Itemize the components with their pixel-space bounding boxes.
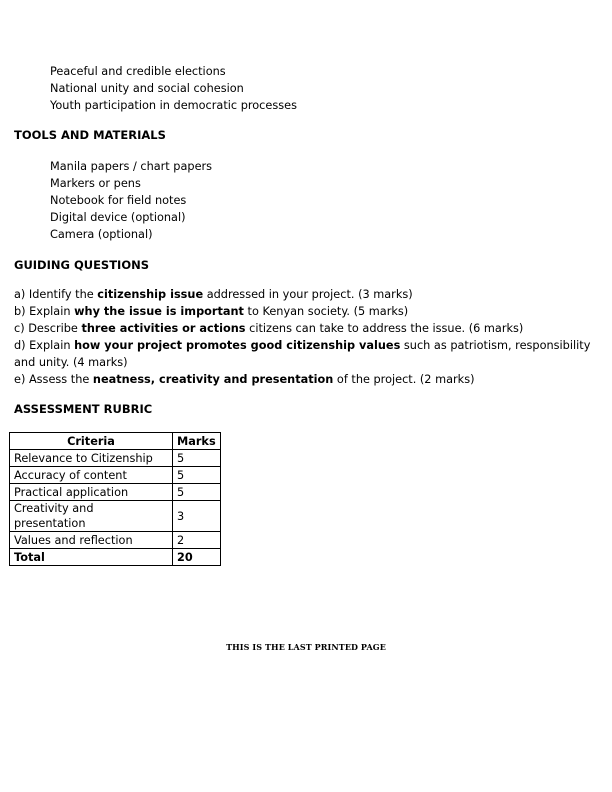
marks-cell: 3 xyxy=(173,501,221,532)
question xyxy=(14,320,594,337)
marks-cell: 5 xyxy=(173,484,221,501)
marks-cell: 5 xyxy=(173,450,221,467)
question-text: addressed in your project. (3 marks) xyxy=(203,288,413,301)
question-emphasis: citizenship issue xyxy=(97,288,204,301)
guiding-questions-heading: GUIDING QUESTIONS xyxy=(14,258,150,272)
assessment-rubric-table xyxy=(9,432,221,566)
total-label: Total xyxy=(10,549,173,566)
tools-heading: TOOLS AND MATERIALS xyxy=(14,128,166,142)
question-emphasis: three activities or actions xyxy=(81,322,246,335)
marks-cell: 2 xyxy=(173,532,221,549)
list-item-text: Camera (optional) xyxy=(50,228,153,241)
last-printed-page-notice: THIS IS THE LAST PRINTED PAGE xyxy=(226,642,386,652)
criteria-cell: Relevance to Citizenship xyxy=(10,450,173,467)
list-item-text: Peaceful and credible elections xyxy=(50,65,226,78)
question-emphasis: neatness, creativity and presentation xyxy=(92,373,334,386)
list-item-text: Youth participation in democratic processes xyxy=(50,99,297,112)
criteria-cell: Practical application xyxy=(10,484,173,501)
question-text: a) Identify the xyxy=(14,288,98,301)
question xyxy=(14,303,594,320)
table-header-row xyxy=(10,433,221,450)
question-text: of the project. (2 marks) xyxy=(333,373,475,386)
question xyxy=(14,286,594,303)
table-row xyxy=(10,532,221,549)
question-text: citizens can take to address the issue. (6 marks) xyxy=(245,322,524,335)
question-text: d) Explain xyxy=(14,339,75,352)
question-text: b) Explain xyxy=(14,305,75,318)
table-row xyxy=(10,484,221,501)
table-row xyxy=(10,501,221,532)
list-item-text: Manila papers / chart papers xyxy=(50,160,213,173)
question-emphasis: why the issue is important xyxy=(74,305,244,318)
list-item-text: Digital device (optional) xyxy=(50,211,186,224)
table-row xyxy=(10,467,221,484)
question xyxy=(14,337,594,371)
criteria-cell: Creativity and presentation xyxy=(10,501,173,532)
question xyxy=(14,371,594,388)
question-text: such as patriotism, responsibility and unity. (4 marks) xyxy=(14,339,591,369)
list-item-text: Notebook for field notes xyxy=(50,194,187,207)
list-item-text: Markers or pens xyxy=(50,177,141,190)
list-item-text: National unity and social cohesion xyxy=(50,82,244,95)
criteria-cell: Values and reflection xyxy=(10,532,173,549)
marks-cell: 5 xyxy=(173,467,221,484)
criteria-header: Criteria xyxy=(10,433,173,450)
guiding-questions xyxy=(14,286,594,388)
marks-header: Marks xyxy=(173,433,221,450)
question-text: c) Describe xyxy=(14,322,82,335)
table-row xyxy=(10,450,221,467)
total-marks: 20 xyxy=(173,549,221,566)
question-emphasis: how your project promotes good citizenship values xyxy=(74,339,401,352)
question-text: e) Assess the xyxy=(14,373,93,386)
total-row xyxy=(10,549,221,566)
criteria-cell: Accuracy of content xyxy=(10,467,173,484)
question-text: to Kenyan society. (5 marks) xyxy=(243,305,409,318)
rubric-heading: ASSESSMENT RUBRIC xyxy=(14,402,153,416)
